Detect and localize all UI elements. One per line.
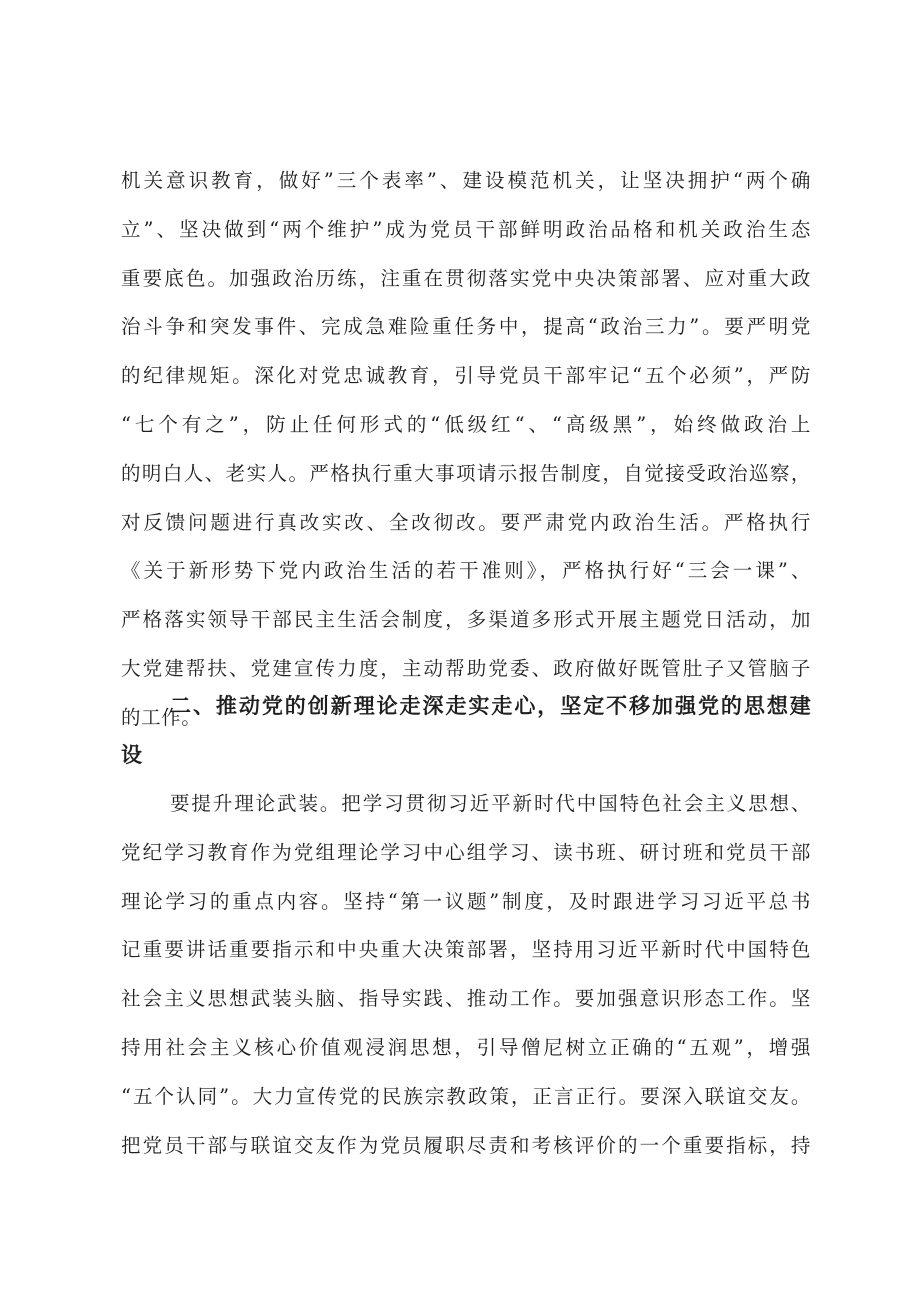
paragraph-line: 机关意识教育，做好”三个表率”、建设模范机关，让坚决拥护“两个确 xyxy=(121,169,811,192)
paragraph-line: 大党建帮扶、党建宣传力度，主动帮助党委、政府做好既管肚子又管脑子 xyxy=(121,656,811,680)
paragraph-line: 记重要讲话重要指示和中央重大决策部署，坚持用习近平新时代中国特色 xyxy=(121,938,811,962)
paragraph-line: 严格落实领导干部民主生活会制度，多渠道多形式开展主题党日活动，加 xyxy=(121,608,811,632)
paragraph-line: 对反馈问题进行真改实改、全改彻改。要严肃党内政治生活。严格执行 xyxy=(121,510,811,534)
paragraph-line: 《关于新形势下党内政治生活的若干准则》，严格执行好“三会一课”、 xyxy=(121,559,811,583)
heading-line: 设 xyxy=(121,742,143,767)
paragraph-line: 立”、坚决做到“两个维护”成为党员干部鲜明政治品格和机关政治生态 xyxy=(121,217,811,241)
paragraph-line: 持用社会主义核心价值观浸润思想，引导僧尼树立正确的“五观”，增强 xyxy=(121,1035,811,1059)
paragraph-line: “五个认同”。大力宣传党的民族宗教政策，正言正行。要深入联谊交友。 xyxy=(121,1084,811,1108)
paragraph-line: 的明白人、老实人。严格执行重大事项请示报告制度，自觉接受政治巡察， xyxy=(121,461,811,485)
paragraph-theory-study xyxy=(121,780,811,1170)
paragraph-line: 把党员干部与联谊交友作为党员履职尽责和考核评价的一个重要指标，持 xyxy=(121,1133,811,1157)
heading-line: 二、推动党的创新理论走深走实走心，坚定不移加强党的思想建 xyxy=(170,694,811,718)
paragraph-line: 重要底色。加强政治历练，注重在贯彻落实党中央决策部署、应对重大政 xyxy=(121,266,811,290)
paragraph-line: 的工作。 xyxy=(121,705,202,729)
paragraph-political-discipline xyxy=(121,157,811,743)
paragraph-line: 要提升理论武装。把学习贯彻习近平新时代中国特色社会主义思想、 xyxy=(170,792,811,815)
paragraph-line: “七个有之”，防止任何形式的“低级红“、“高级黑”，始终做政治上 xyxy=(121,412,811,436)
paragraph-line: 社会主义思想武装头脑、指导实践、推动工作。要加强意识形态工作。坚 xyxy=(121,987,811,1011)
paragraph-line: 的纪律规矩。深化对党忠诚教育，引导党员干部牢记“五个必须”，严防 xyxy=(121,364,811,388)
paragraph-line: 理论学习的重点内容。坚持“第一议题”制度，及时跟进学习习近平总书 xyxy=(121,889,811,913)
paragraph-line: 治斗争和突发事件、完成急难险重任务中，提高“政治三力”。要严明党 xyxy=(121,315,811,339)
section-heading xyxy=(121,682,811,780)
paragraph-line: 党纪学习教育作为党组理论学习中心组学习、读书班、研讨班和党员干部 xyxy=(121,840,811,864)
